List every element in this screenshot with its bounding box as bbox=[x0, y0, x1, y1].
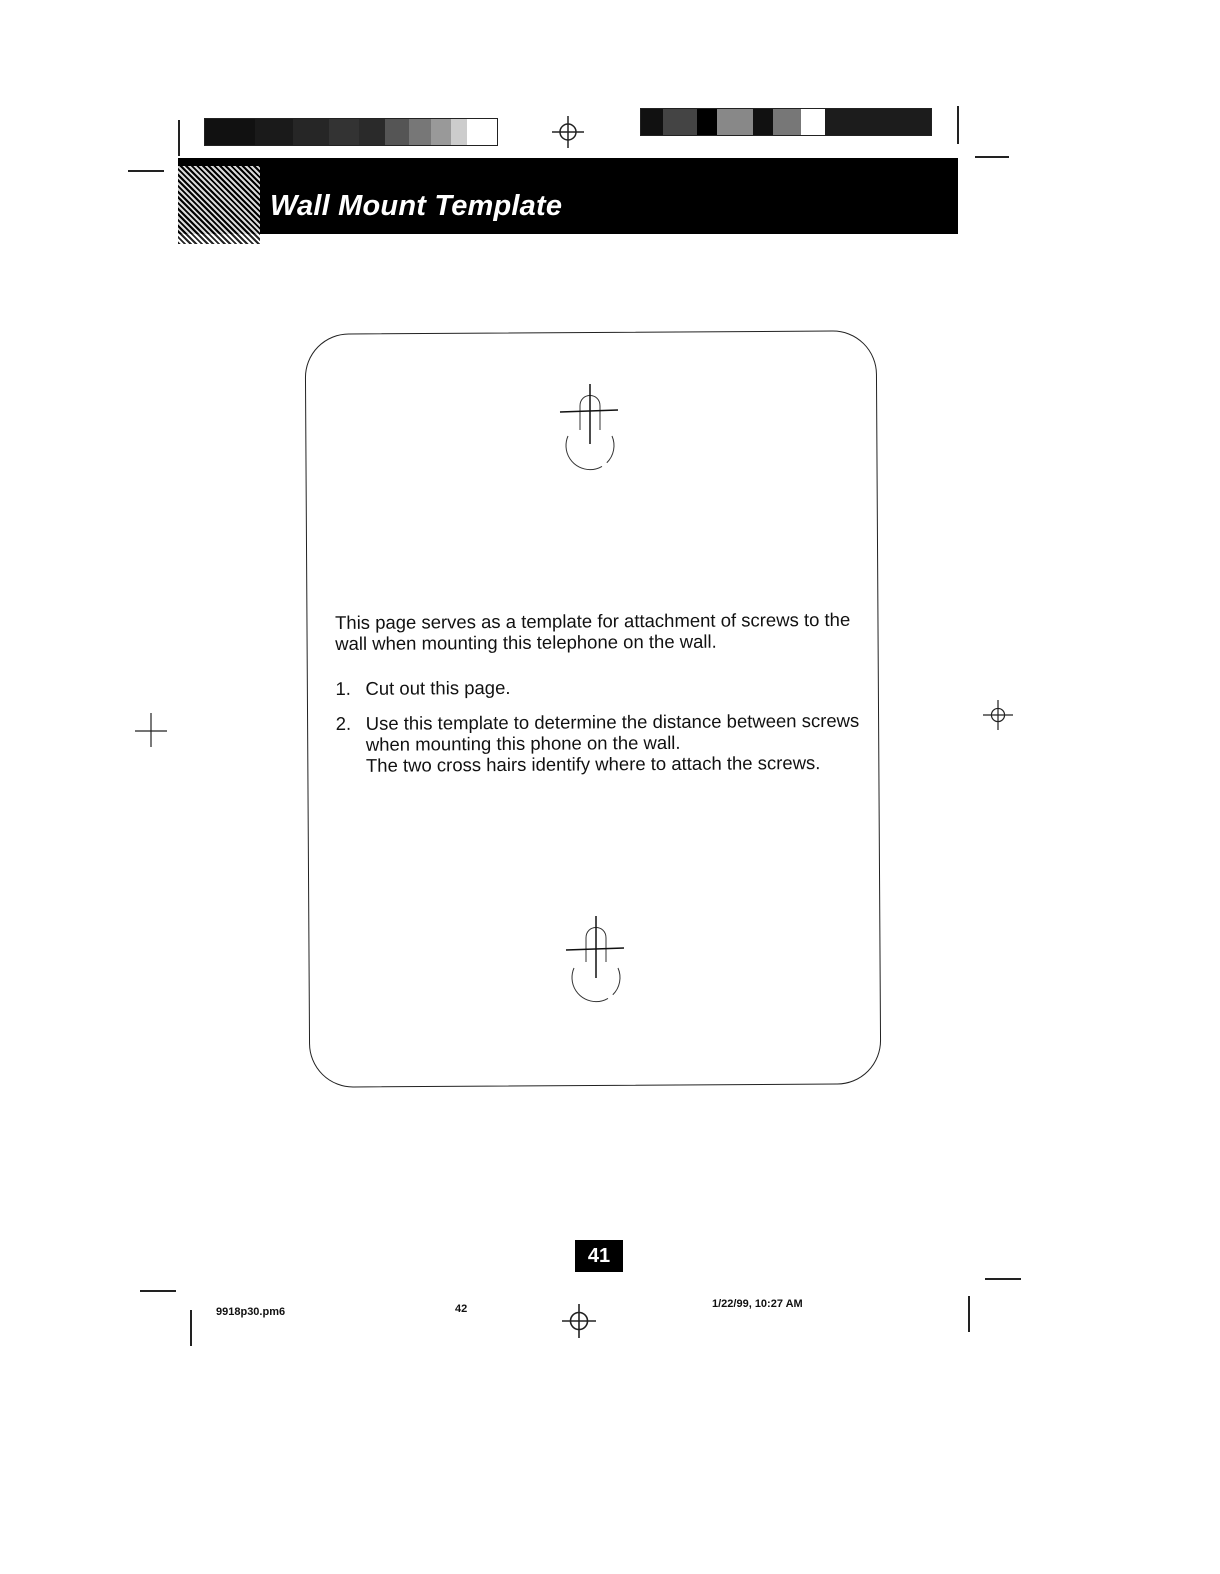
color-bar-left bbox=[204, 118, 498, 146]
trim-mark bbox=[985, 1278, 1021, 1280]
footer-timestamp: 1/22/99, 10:27 AM bbox=[712, 1298, 803, 1310]
instructions bbox=[335, 609, 876, 790]
trim-mark bbox=[128, 170, 164, 172]
steps-list bbox=[335, 675, 876, 776]
page-number: 41 bbox=[575, 1240, 623, 1272]
registration-mark-icon bbox=[562, 1304, 596, 1338]
footer-filename: 9918p30.pm6 bbox=[216, 1306, 286, 1318]
step-text: Cut out this page. bbox=[365, 676, 511, 699]
screw-hole-icon bbox=[558, 384, 622, 484]
registration-mark-icon bbox=[135, 713, 167, 747]
trim-mark bbox=[190, 1310, 192, 1346]
footer-sheet: 42 bbox=[455, 1303, 468, 1315]
trim-mark bbox=[975, 156, 1009, 158]
color-bar-right bbox=[640, 108, 932, 136]
step-number: 1. bbox=[335, 677, 351, 699]
registration-mark-icon bbox=[552, 116, 584, 148]
registration-mark-icon bbox=[983, 700, 1013, 730]
trim-mark bbox=[957, 106, 959, 144]
intro-text: This page serves as a template for attachment of screws to the wall when mounting this telephone on the wall. bbox=[335, 608, 851, 654]
list-item bbox=[335, 675, 875, 699]
list-item bbox=[336, 710, 876, 776]
trim-mark bbox=[140, 1290, 176, 1292]
trim-mark bbox=[178, 120, 180, 156]
page-title: Wall Mount Template bbox=[270, 190, 563, 222]
step-number: 2. bbox=[335, 712, 352, 734]
step-text: Use this template to determine the distance between screws when mounting this phone on the wall. bbox=[365, 709, 860, 755]
header-pattern bbox=[178, 166, 260, 244]
screw-hole-icon bbox=[564, 916, 628, 1016]
step-note: The two cross hairs identify where to attach the screws. bbox=[365, 752, 821, 776]
trim-mark bbox=[968, 1296, 970, 1332]
